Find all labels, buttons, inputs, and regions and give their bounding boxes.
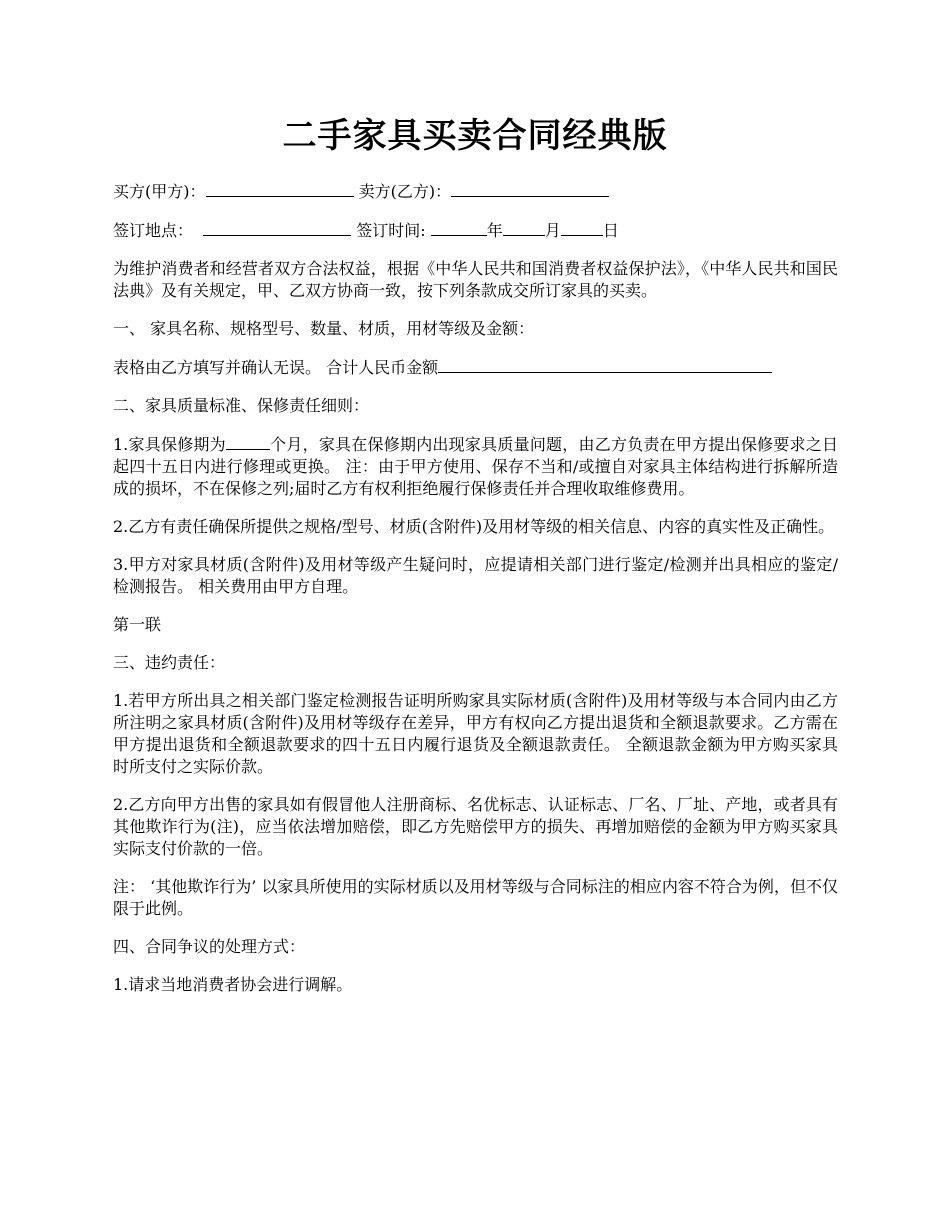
section-3-note: 注： ‘其他欺诈行为’ 以家具所使用的实际材质以及用材等级与合同标注的相应内容不符合为例，但不仅限于此例。: [113, 877, 838, 918]
month-label: 月: [544, 221, 561, 240]
section-2-item-3: 3.甲方对家具材质(含附件)及用材等级产生疑问时，应提请相关部门进行鉴定/检测并出具相应的鉴定/检测报告。 相关费用由甲方自理。: [113, 555, 838, 596]
intro-paragraph: 为维护消费者和经营者双方合法权益，根据《中华人民共和国消费者权益保护法》，《中华人民共和国民法典》及有关规定，甲、乙双方协商一致，按下列条款成交所订家具的买卖。: [113, 259, 838, 300]
section-2-item-1: [113, 433, 838, 500]
day-label: 日: [602, 221, 619, 240]
month-blank: [503, 219, 545, 236]
day-blank: [561, 219, 603, 236]
section-1-text: [113, 356, 838, 379]
buyer-blank: [206, 180, 354, 197]
copy-label: 第一联: [113, 615, 162, 634]
parties-line: [113, 180, 838, 203]
section-2-item-2: 2.乙方有责任确保所提供之规格/型号、材质(含附件)及用材等级的相关信息、内容的真实性及正确性。: [113, 517, 835, 536]
buyer-label: 买方(甲方)：: [113, 182, 206, 201]
warranty-text-a: 1.家具保修期为: [113, 435, 226, 454]
year-blank: [431, 219, 487, 236]
section-1-heading: 一、 家具名称、规格型号、数量、材质，用材等级及金额：: [113, 319, 535, 338]
warranty-text-b: 个月，家具在保修期内出现家具质量问题，由乙方负责在甲方提出保修要求之日起四十五日内进行修理或更换。 注：由于甲方使用、保存不当和/或擅自对家具主体结构进行拆解所造成的损坏，不在保修之列;届时乙方有权利拒绝履行保修责任并合理收取维修费用。: [113, 435, 838, 498]
section-3-item-2: 2.乙方向甲方出售的家具如有假冒他人注册商标、名优标志、认证标志、厂名、厂址、产地，或者具有其他欺诈行为(注)，应当依法增加赔偿，即乙方先赔偿甲方的损失、再增加赔偿的金额为甲方购买家具实际支付价款的一倍。: [113, 795, 838, 858]
document-body: [113, 180, 838, 1012]
year-label: 年: [486, 221, 503, 240]
time-label: 签订时间:: [356, 221, 426, 240]
warranty-months-blank: [226, 433, 270, 450]
section-3-item-1: 1.若甲方所出具之相关部门鉴定检测报告证明所购家具实际材质(含附件)及用材等级与本合同内由乙方所注明之家具材质(含附件)及用材等级存在差异，甲方有权向乙方提出退货和全额退款要求。乙方需在甲方提出退货和全额退款要求的四十五日内履行退货及全额退款责任。 全额退款金额为甲方购买家具时所支付之实际价款。: [113, 691, 838, 776]
section-4-heading: 四、合同争议的处理方式：: [113, 937, 306, 956]
seller-blank: [451, 180, 609, 197]
section-3-heading: 三、违约责任：: [113, 653, 226, 672]
document-title: 二手家具买卖合同经典版: [282, 116, 668, 156]
place-blank: [203, 219, 351, 236]
seller-label: 卖方(乙方)：: [358, 182, 452, 201]
section-4-item-1: 1.请求当地消费者协会进行调解。: [113, 975, 353, 994]
signing-line: [113, 219, 838, 242]
place-label: 签订地点：: [113, 221, 194, 240]
section-2-heading: 二、家具质量标准、保修责任细则：: [113, 396, 370, 415]
total-amount-blank: [438, 356, 772, 373]
total-amount-label: 表格由乙方填写并确认无误。 合计人民币金额: [113, 358, 439, 377]
